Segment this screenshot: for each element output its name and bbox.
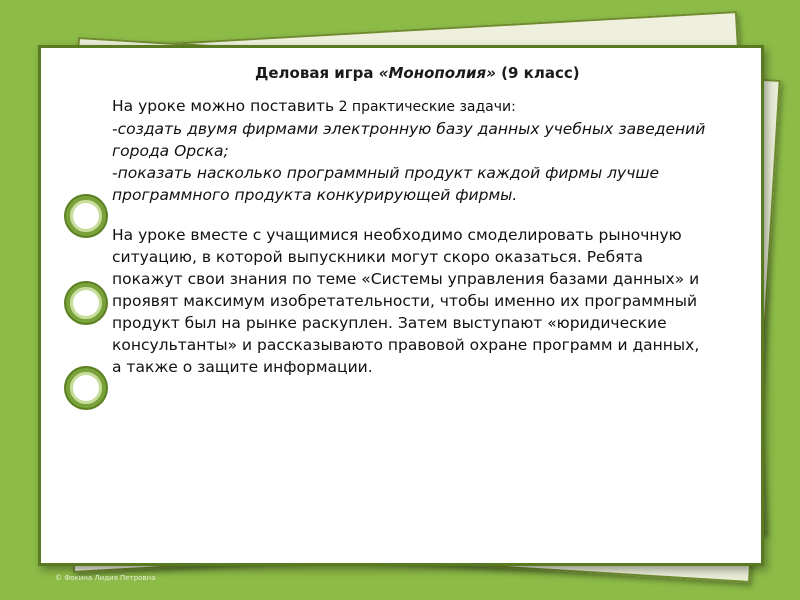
title-grade: (9 класс) bbox=[495, 64, 580, 82]
intro-text: На уроке можно поставить bbox=[112, 97, 335, 115]
task-1: -создать двумя фирмами электронную базу данных учебных заведений города Орска; bbox=[112, 120, 706, 160]
intro-tasks: 2 практические задачи: bbox=[334, 99, 516, 115]
body-paragraph: На уроке вместе с учащимися необходимо смоделировать рыночную ситуацию, в которой выпускники могут скоро оказаться. Ребята покажут свои знания по теме «Системы управления базами данных» и проявят максимум изобретательности, чтобы именно их программный продукт был на рынке раскуплен. Затем выступают «юридические консультанты» и рассказываюто правовой охране программ и данных, а также о защите информации. bbox=[112, 226, 700, 376]
ring-bullet-icon bbox=[66, 368, 106, 408]
ring-bullet-icon bbox=[66, 196, 106, 236]
footer-credit: © Фокина Лидия Петровна bbox=[55, 574, 156, 582]
ring-bullet-icon bbox=[66, 283, 106, 323]
title-prefix: Деловая игра bbox=[255, 64, 379, 82]
tasks-paragraph bbox=[112, 95, 712, 206]
title-game-name: «Монополия» bbox=[378, 64, 496, 82]
task-2: -показать насколько программный продукт каждой фирмы лучше программного продукта конкурирующей фирмы. bbox=[112, 164, 660, 204]
slide-title bbox=[255, 63, 585, 83]
